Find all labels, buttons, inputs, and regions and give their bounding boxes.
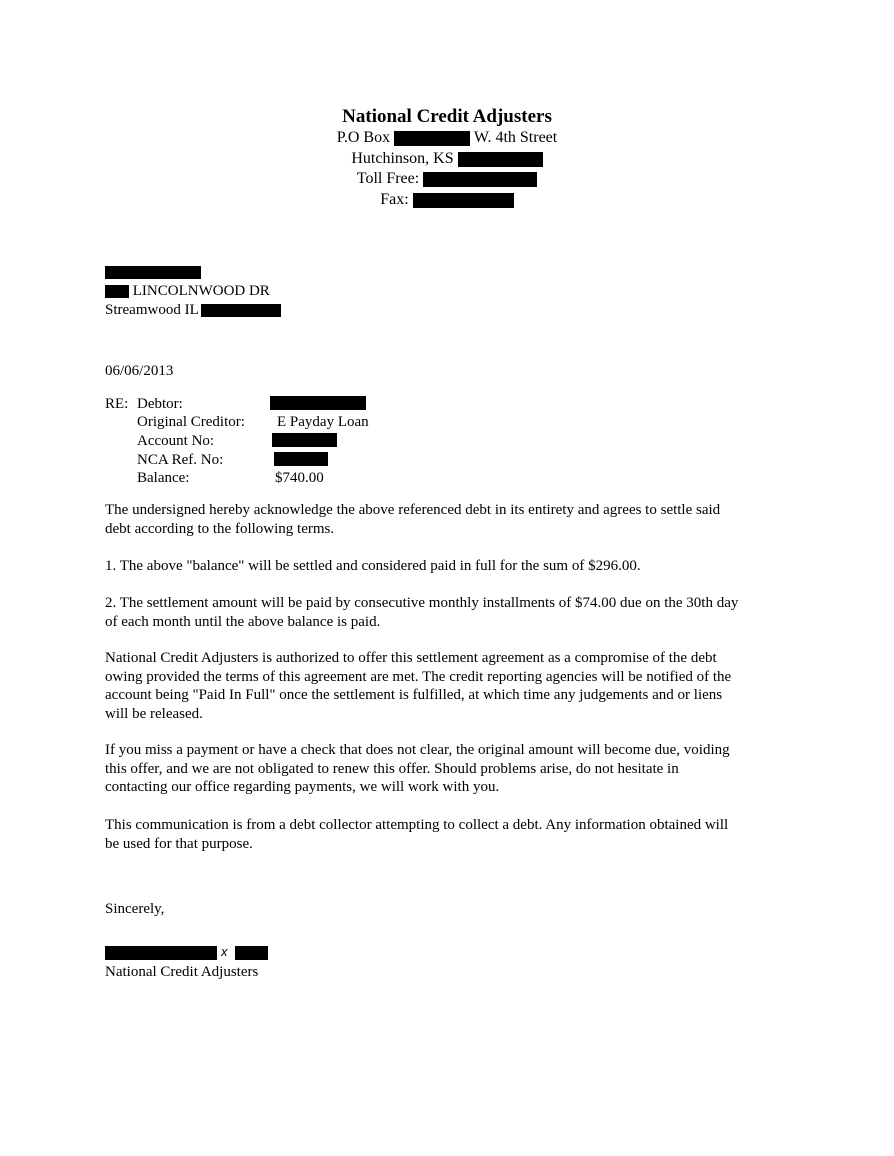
re-label: RE: bbox=[105, 396, 129, 412]
debtor-label: Debtor: bbox=[137, 396, 183, 412]
paragraph-line: of each month until the above balance is paid. bbox=[105, 613, 381, 630]
disclosure-paragraph bbox=[105, 816, 795, 853]
missed-payment-paragraph bbox=[105, 741, 795, 797]
nca-ref-redaction bbox=[274, 452, 328, 466]
paragraph-line: account being "Paid In Full" once the settlement is fulfilled, at which time any judgements and or liens bbox=[105, 687, 723, 703]
account-no-redaction bbox=[272, 433, 337, 447]
recipient-city: Streamwood IL bbox=[105, 302, 199, 318]
authorization-paragraph bbox=[105, 649, 795, 723]
paragraph-line: contacting our office regarding payments, we will work with you. bbox=[105, 779, 500, 795]
paragraph-line: 2. The settlement amount will be paid by consecutive monthly installments of $74.00 due on the 30th day bbox=[105, 595, 739, 611]
closing-salutation: Sincerely, bbox=[105, 901, 165, 917]
header-city: Hutchinson, KS bbox=[351, 150, 454, 167]
signature-mark: x bbox=[221, 944, 228, 959]
redaction-box bbox=[458, 152, 543, 167]
recipient-name-redaction bbox=[105, 266, 201, 279]
paragraph-line: If you miss a payment or have a check that does not clear, the original amount will become due, voiding bbox=[105, 742, 730, 758]
recipient-street-line bbox=[105, 282, 270, 300]
street-name: W. 4th Street bbox=[473, 129, 558, 146]
paragraph-line: be used for that purpose. bbox=[105, 835, 253, 852]
original-creditor-label: Original Creditor: bbox=[137, 414, 245, 430]
redaction-box bbox=[105, 285, 129, 298]
term-1-paragraph bbox=[105, 557, 795, 576]
paragraph-line: will be released. bbox=[105, 705, 203, 722]
debtor-redaction bbox=[270, 396, 366, 410]
paragraph-line: The undersigned hereby acknowledge the above referenced debt in its entirety and agrees to settle said bbox=[105, 502, 721, 518]
company-name: National Credit Adjusters bbox=[342, 106, 552, 127]
paragraph-line: National Credit Adjusters is authorized to offer this settlement agreement as a compromise of the debt bbox=[105, 650, 717, 666]
redaction-box bbox=[201, 304, 281, 317]
paragraph-line: This communication is from a debt collector attempting to collect a debt. Any information obtained will bbox=[105, 817, 729, 833]
balance-value: $740.00 bbox=[275, 470, 324, 486]
signature-redaction bbox=[105, 946, 217, 960]
header-fax-line bbox=[0, 190, 894, 210]
toll-free-label: Toll Free: bbox=[356, 170, 420, 187]
nca-ref-label: NCA Ref. No: bbox=[137, 452, 224, 468]
account-no-label: Account No: bbox=[137, 433, 215, 449]
po-box-label: P.O Box bbox=[336, 129, 391, 146]
term-2-paragraph bbox=[105, 594, 795, 631]
paragraph-line: 1. The above "balance" will be settled and considered paid in full for the sum of $296.00. bbox=[105, 558, 641, 574]
intro-paragraph bbox=[105, 501, 795, 538]
redaction-box bbox=[423, 172, 537, 187]
header-city-line bbox=[0, 149, 894, 169]
paragraph-line: debt according to the following terms. bbox=[105, 520, 335, 537]
letter-date: 06/06/2013 bbox=[105, 363, 174, 379]
header-toll-free-line bbox=[0, 169, 894, 189]
fax-label: Fax: bbox=[380, 191, 409, 208]
recipient-city-line bbox=[105, 301, 281, 319]
signature-redaction-small bbox=[235, 946, 268, 960]
header-address-line bbox=[0, 128, 894, 148]
redaction-box bbox=[413, 193, 514, 208]
signer-company: National Credit Adjusters bbox=[105, 964, 259, 980]
paragraph-line: this offer, and we are not obligated to renew this offer. Should problems arise, do not hesitate in bbox=[105, 760, 679, 777]
original-creditor-value: E Payday Loan bbox=[277, 414, 369, 430]
recipient-street: LINCOLNWOOD DR bbox=[132, 283, 270, 299]
paragraph-line: owing provided the terms of this agreement are met. The credit reporting agencies will be notified of the bbox=[105, 668, 732, 685]
redaction-box bbox=[394, 131, 470, 146]
balance-label: Balance: bbox=[137, 470, 190, 486]
